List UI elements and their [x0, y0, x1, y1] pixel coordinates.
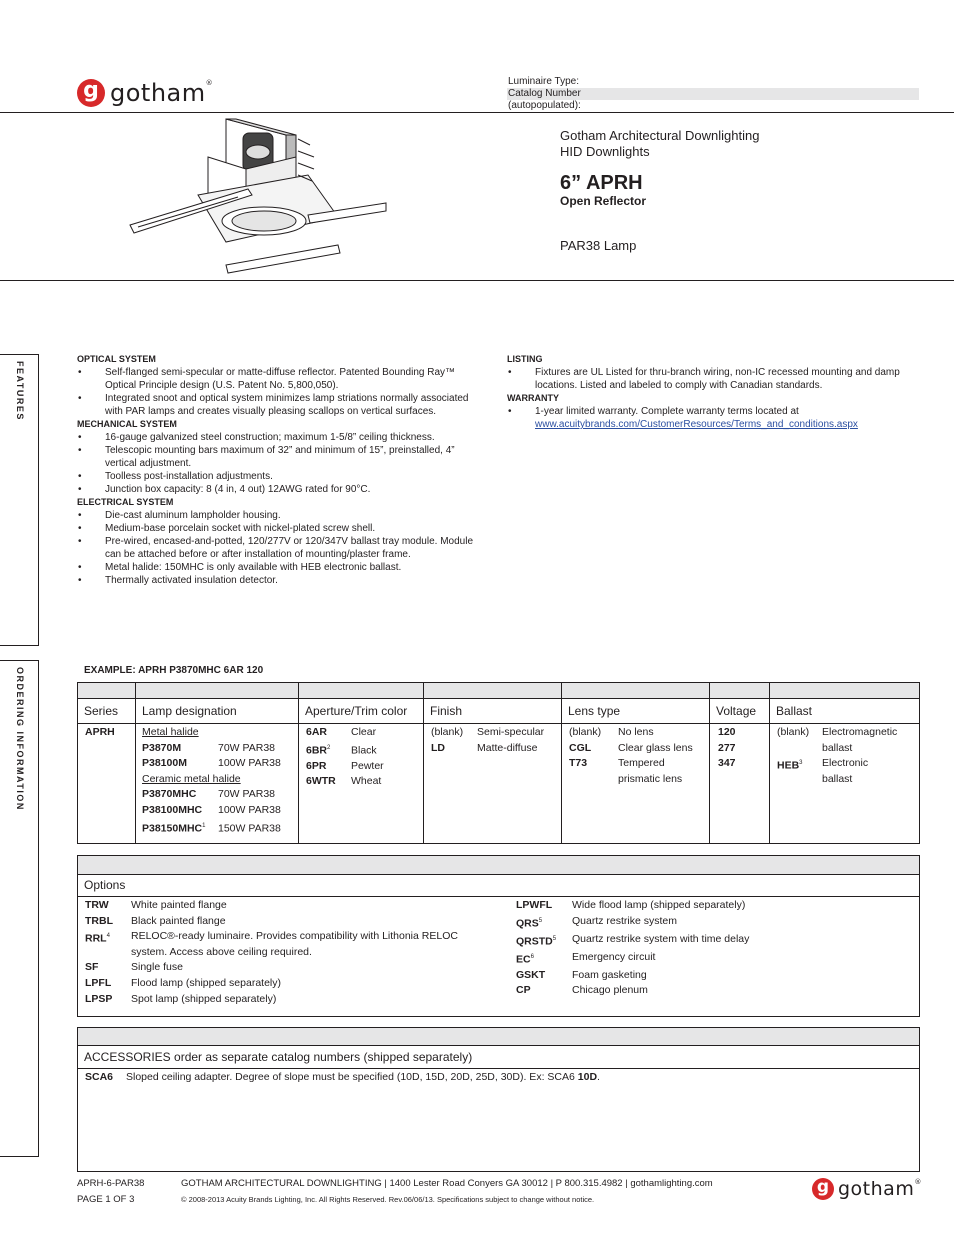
- header-voltage: Voltage: [716, 704, 757, 718]
- list-item: • Fixtures are UL Listed for thru-branch wiring, non-IC recessed mounting and damp locations. Listed and labeled to comply with Canadian standards.: [507, 366, 912, 392]
- list-item: • Die-cast aluminum lampholder housing.: [77, 509, 487, 522]
- list-item: [507, 405, 912, 431]
- ordering-example: EXAMPLE: APRH P3870MHC 6AR 120: [84, 665, 264, 676]
- warranty-text: 1-year limited warranty. Complete warranty terms located at: [535, 406, 799, 417]
- list-item: 347: [718, 757, 736, 770]
- list-item: 6PR Pewter: [306, 759, 384, 772]
- list-item: CP Chicago plenum: [516, 984, 648, 997]
- header-aperture: Aperture/Trim color: [305, 704, 408, 718]
- list-item: $EC^6$ Emergency circuit: [516, 950, 656, 966]
- accessory-desc: Sloped ceiling adapter. Degree of slope must be specified (10D, 15D, 20D, 25D, 30D). Ex: SCA6 10D.: [126, 1071, 600, 1083]
- features-tab: [0, 354, 39, 646]
- list-item: TRBL Black painted flange: [85, 914, 226, 927]
- optical-system-heading: OPTICAL SYSTEM: [77, 354, 156, 364]
- list-item: SF Single fuse: [85, 961, 183, 974]
- col-divider: [423, 683, 424, 843]
- col-divider: [769, 683, 770, 843]
- list-item: P3870MHC 70W PAR38: [142, 788, 275, 801]
- list-item: T73 Tempered prismatic lens: [569, 757, 683, 785]
- optical-system-list: [77, 366, 487, 418]
- options-table: [77, 855, 920, 1017]
- list-item: CGL Clear glass lens: [569, 741, 693, 754]
- product-subtitle: Open Reflector: [560, 194, 647, 208]
- list-item: 6WTR Wheat: [306, 775, 382, 788]
- list-item: RRL$^4$ RELOC®-ready luminaire. Provides compatibility with Lithonia RELOC system. Access above ceiling required.: [85, 930, 458, 958]
- list-item: LPWFL Wide flood lamp (shipped separately): [516, 899, 746, 911]
- footer-doc-info: [77, 1176, 144, 1208]
- luminaire-type-label: Luminaire Type:: [508, 76, 579, 87]
- list-item: P38100MHC 100W PAR38: [142, 803, 281, 816]
- list-item: (blank) No lens: [569, 726, 654, 738]
- header-divider-top: [0, 112, 954, 113]
- list-item: • Telescopic mounting bars maximum of 32” and minimum of 15”, preinstalled, 4” vertical adjustment.: [77, 444, 487, 470]
- options-left-list: [85, 898, 490, 1007]
- brand-line: Gotham Architectural Downlighting: [560, 128, 760, 143]
- footer-company-info: [181, 1176, 801, 1208]
- logo-g-icon: g: [812, 1178, 834, 1200]
- ordering-table: [77, 682, 920, 844]
- listing-list: [507, 366, 912, 392]
- warranty-list: [507, 405, 912, 431]
- electrical-system-heading: ELECTRICAL SYSTEM: [77, 497, 174, 507]
- accessories-shade-row: [78, 1028, 919, 1046]
- list-item: P38150MHC$^1$ 150W PAR38: [142, 822, 281, 835]
- footer-doc-number: APRH-6-PAR38: [77, 1178, 145, 1189]
- lamp-designation-list: [142, 725, 292, 837]
- list-item: 277: [718, 741, 736, 754]
- voltage-list: [718, 725, 736, 772]
- list-item: • Integrated snoot and optical system minimizes lamp striations normally associated with PAR lamps and creates visually pleasing scallops on vertical surfaces.: [77, 392, 487, 418]
- warranty-link[interactable]: www.acuitybrands.com/CustomerResources/Terms_and_conditions.aspx: [535, 419, 858, 430]
- autopopulated-label: (autopopulated):: [508, 100, 581, 111]
- brand-logo: [77, 78, 213, 108]
- header-lens-type: Lens type: [568, 704, 621, 718]
- finish-list: [431, 725, 559, 756]
- accessories-title: ACCESSORIES order as separate catalog numbers (shipped separately): [84, 1050, 473, 1064]
- list-item: (blank) Semi-specular: [431, 726, 545, 738]
- col-divider: [135, 683, 136, 843]
- mechanical-system-list: [77, 431, 487, 496]
- header-lamp-designation: Lamp designation: [142, 704, 237, 718]
- list-item: • 16-gauge galvanized steel construction; maximum 1-5/8” ceiling thickness.: [77, 431, 487, 444]
- ballast-list: [777, 725, 917, 787]
- list-item: P38100M 100W PAR38: [142, 757, 281, 770]
- header-series: Series: [84, 704, 119, 718]
- list-item: • Pre-wired, encased-and-potted, 120/277V or 120/347V ballast tray module. Module can be attached before or after installation of mounting/plaster frame.: [77, 535, 487, 561]
- logo-wordmark: gotham®: [838, 1178, 922, 1200]
- footer-page-number: PAGE 1 OF 3: [77, 1194, 135, 1205]
- product-name: 6” APRH: [560, 172, 643, 194]
- product-title-block: [560, 128, 759, 254]
- list-item: 120: [718, 726, 736, 738]
- list-item: • Metal halide: 150MHC is only available with HEB electronic ballast.: [77, 561, 487, 574]
- accessories-header-divider: [78, 1068, 919, 1069]
- ordering-header-divider: [78, 723, 919, 724]
- accessory-code: SCA6: [85, 1071, 114, 1083]
- logo-wordmark: gotham®: [110, 79, 214, 107]
- footer-address: GOTHAM ARCHITECTURAL DOWNLIGHTING | 1400 Lester Road Conyers GA 30012 | P 800.315.4982 | gothamlighting.com: [181, 1178, 713, 1189]
- ordering-tab-label: ORDERING INFORMATION: [15, 667, 25, 811]
- lamp-type: PAR38 Lamp: [560, 238, 637, 253]
- options-shade-row: [78, 856, 919, 875]
- header-divider-bottom: [0, 280, 954, 281]
- ordering-table-shade-row: [78, 683, 919, 699]
- footer-logo: [812, 1178, 922, 1200]
- list-item: HEB$^3$ Electronic ballast: [777, 757, 869, 785]
- list-item: • Thermally activated insulation detector.: [77, 574, 487, 587]
- header-finish: Finish: [430, 704, 463, 718]
- list-item: LPFL Flood lamp (shipped separately): [85, 976, 281, 989]
- catalog-number-label[interactable]: Catalog Number: [507, 88, 919, 100]
- options-right-list: [516, 898, 916, 999]
- list-item: (blank) Electromagnetic ballast: [777, 726, 898, 754]
- list-item: $6BR^2$ Black: [306, 744, 377, 757]
- list-item: [85, 1070, 915, 1086]
- list-item: GSKT Foam gasketing: [516, 968, 647, 981]
- metal-halide-label: Metal halide: [142, 726, 199, 738]
- category-line: HID Downlights: [560, 144, 650, 159]
- electrical-system-list: [77, 509, 487, 587]
- fixture-illustration: [128, 117, 388, 277]
- series-code: APRH: [85, 726, 115, 738]
- col-divider: [709, 683, 710, 843]
- mechanical-system-heading: MECHANICAL SYSTEM: [77, 419, 177, 429]
- ceramic-label: Ceramic metal halide: [142, 772, 241, 785]
- list-item: • Medium-base porcelain socket with nickel-plated screw shell.: [77, 522, 487, 535]
- accessories-table: [77, 1027, 920, 1172]
- list-item: TRW White painted flange: [85, 899, 227, 911]
- listing-heading: LISTING: [507, 354, 543, 364]
- features-left: [77, 353, 487, 587]
- list-item: • Junction box capacity: 8 (4 in, 4 out) 12AWG rated for 90°C.: [77, 483, 487, 496]
- features-tab-label: FEATURES: [15, 361, 25, 421]
- header-ballast: Ballast: [776, 704, 813, 718]
- aperture-list: [306, 725, 418, 790]
- lens-type-list: [569, 725, 707, 787]
- features-right: [507, 353, 912, 431]
- list-item: • Toolless post-installation adjustments.: [77, 470, 487, 483]
- list-item: QRSTD$^5$ Quartz restrike system with time delay: [516, 932, 750, 948]
- footer-copyright: © 2008-2013 Acuity Brands Lighting, Inc. All Rights Reserved. Rev.06/06/13. Specifications subject to change without notice.: [181, 1195, 595, 1204]
- list-item: • Self-flanged semi-specular or matte-diffuse reflector. Patented Bounding Ray™ Optical Principle design (U.S. Patent No. 5,800,050).: [77, 366, 487, 392]
- list-item: 6AR Clear: [306, 726, 377, 738]
- ordering-tab: [0, 660, 39, 1157]
- list-item: QRS$^5$ Quartz restrike system: [516, 914, 678, 930]
- luminaire-type-block: [507, 76, 919, 112]
- options-header-divider: [78, 896, 919, 897]
- list-item: LPSP Spot lamp (shipped separately): [85, 992, 277, 1005]
- list-item: LD Matte-diffuse: [431, 741, 538, 754]
- logo-g-icon: g: [77, 79, 105, 107]
- col-divider: [561, 683, 562, 843]
- warranty-heading: WARRANTY: [507, 393, 559, 403]
- options-title: Options: [84, 878, 126, 892]
- col-divider: [298, 683, 299, 843]
- list-item: P3870M 70W PAR38: [142, 741, 275, 754]
